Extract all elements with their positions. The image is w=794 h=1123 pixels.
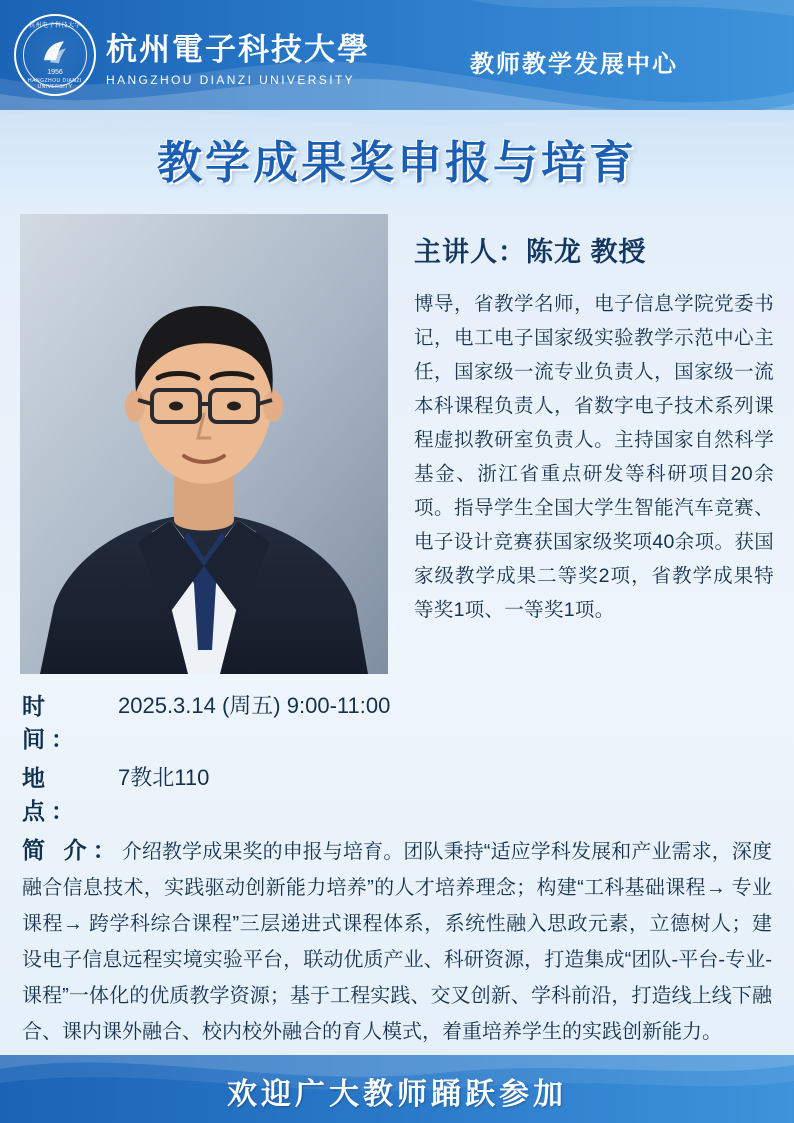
page-title: 教学成果奖申报与培育	[156, 136, 637, 189]
intro-value: 介绍教学成果奖的申报与培育。团队秉持“适应学科发展和产业需求，深度融合信息技术，实践驱动创新能力培养”的人才培养理念；构建“工科基础课程→ 专业课程→ 跨学科综合课程”三层递进式课程体系，系统性融入思政元素，立德树人；建设电子信息远程实境实验平台，联动优质产业、科研资源，打造集成“团队-平台-专业-课程”一体化的优质教学资源；基于工程实践、交叉创新、学科前沿，打造线上线下融合、课内课外融合、校内校外融合的育人模式，着重培养学生的实践创新能力。	[22, 841, 772, 1043]
intro-paragraph	[22, 832, 772, 1050]
detail-row-place	[22, 760, 772, 826]
speaker-name: 主讲人：陈龙 教授	[414, 237, 647, 267]
page-footer	[0, 1055, 794, 1123]
time-label: 时 间：	[22, 693, 80, 752]
seal-year: 1956	[47, 69, 63, 76]
university-name-cn: 杭州電子科技大學	[106, 31, 370, 68]
speaker-section	[0, 200, 794, 674]
place-value: 7教北110	[118, 765, 210, 790]
seal-emblem-icon	[38, 38, 72, 68]
event-details	[0, 674, 794, 1050]
speaker-portrait	[20, 214, 388, 674]
university-name-en: HANGZHOU DIANZI UNIVERSITY	[106, 72, 356, 87]
seal-bottom-text: HANGZHOU DIANZI UNIVERSITY	[28, 78, 82, 90]
portrait-illustration	[20, 214, 388, 674]
detail-row-intro	[22, 832, 772, 1050]
center-name: 教师教学发展中心	[470, 51, 678, 78]
university-logo	[14, 14, 370, 96]
footer-text: 欢迎广大教师踊跃参加	[227, 1077, 567, 1112]
place-label: 地 点：	[22, 765, 80, 824]
page-header	[0, 0, 794, 110]
intro-label: 简 介：	[22, 837, 122, 863]
time-value: 2025.3.14 (周五) 9:00-11:00	[118, 693, 391, 718]
title-band	[0, 110, 794, 200]
university-name-block	[106, 24, 370, 87]
university-seal-icon	[14, 14, 96, 96]
speaker-info	[414, 214, 774, 674]
detail-row-time	[22, 688, 772, 754]
seal-top-text: 杭州电子科技大学	[28, 23, 81, 29]
speaker-bio: 博导，省教学名师，电子信息学院党委书记，电工电子国家级实验教学示范中心主任，国家级一流专业负责人，国家级一流本科课程负责人，省数字电子技术系列课程虚拟教研室负责人。主持国家自然科学基金、浙江省重点研发等科研项目20余项。指导学生全国大学生智能汽车竞赛、电子设计竞赛获国家级奖项40余项。获国家级教学成果二等奖2项，省教学成果特等奖1项、一等奖1项。	[414, 293, 774, 621]
